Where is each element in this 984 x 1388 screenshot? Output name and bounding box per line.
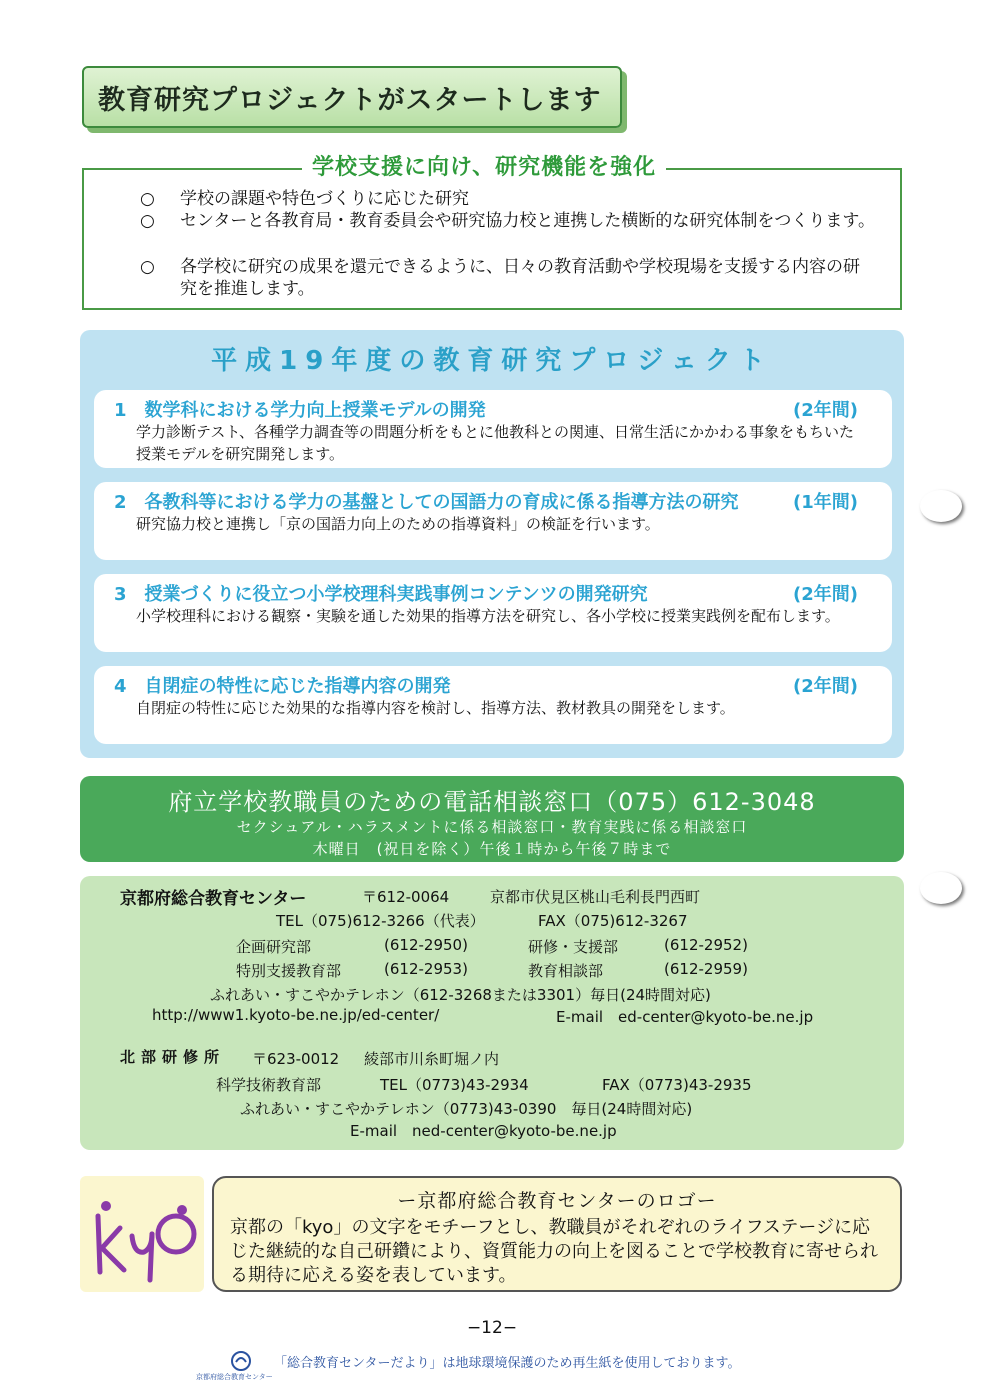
binder-hole bbox=[920, 872, 962, 904]
north-fax: FAX（0773)43-2935 bbox=[602, 1076, 752, 1094]
north-postal: 〒623-0012 bbox=[252, 1050, 340, 1068]
circle-mark: ○ bbox=[140, 211, 155, 231]
contact-panel bbox=[80, 876, 904, 1150]
dept-number: (612-2950) bbox=[384, 936, 468, 954]
fureai-telephone: ふれあい・すこやかテレホン（612-3268または3301）毎日(24時間対応) bbox=[210, 986, 711, 1004]
center-url[interactable]: http://www1.kyoto-be.ne.jp/ed-center/ bbox=[152, 1006, 440, 1024]
page-title-banner bbox=[82, 66, 622, 128]
logo-title: ー京都府総合教育センターのロゴー bbox=[397, 1190, 717, 1212]
project-card bbox=[94, 574, 892, 652]
north-dept: 科学技術教育部 bbox=[216, 1076, 322, 1094]
binder-hole bbox=[920, 490, 962, 522]
project-description: 小学校理科における観察・実験を通した効果的指導方法を研究し、各小学校に授業実践例を配布します。 bbox=[136, 607, 840, 625]
circle-mark: ○ bbox=[140, 189, 155, 209]
logo-description-box bbox=[212, 1176, 902, 1292]
center-postal: 〒612-0064 bbox=[362, 888, 450, 906]
north-fureai: ふれあい・すこやかテレホン（0773)43-0390 毎日(24時間対応) bbox=[240, 1100, 693, 1118]
project-card bbox=[94, 482, 892, 560]
logo-description: 京都の「kyo」の文字をモチーフとし、教職員がそれぞれのライフステージに応じた継続的な自己研鑽により、資質能力の向上を図ることで学校教育に寄せられる期待に応える姿を表しています。 bbox=[230, 1217, 878, 1286]
project-description: 自閉症の特性に応じた効果的な指導内容を検討し、指導方法、教材教具の開発をします。 bbox=[136, 699, 735, 717]
projects-heading: 平成19年度の教育研究プロジェクト bbox=[211, 346, 773, 376]
project-title: 2 各教科等における学力の基盤としての国語力の育成に係る指導方法の研究 bbox=[114, 492, 739, 513]
center-address: 京都市伏見区桃山毛利長門西町 bbox=[490, 888, 701, 906]
project-title: 4 自閉症の特性に応じた指導内容の開発 bbox=[114, 676, 451, 697]
footer-note: 「総合教育センターだより」は地球環境保護のため再生紙を使用しております。 bbox=[274, 1356, 741, 1371]
dept-name: 教育相談部 bbox=[528, 962, 604, 980]
support-item bbox=[140, 256, 876, 300]
support-heading: 学校支援に向け、研究機能を強化 bbox=[302, 150, 666, 181]
footer-org: 京都府総合教育センター bbox=[196, 1373, 273, 1381]
phone-consultation-panel bbox=[80, 776, 904, 862]
project-duration: (2年間) bbox=[793, 400, 858, 421]
center-fax: FAX（075)612-3267 bbox=[538, 912, 688, 930]
page-title: 教育研究プロジェクトがスタートします bbox=[98, 84, 602, 116]
dept-number: (612-2952) bbox=[664, 936, 748, 954]
page-number: −12− bbox=[466, 1318, 518, 1338]
circle-mark: ○ bbox=[140, 257, 155, 277]
kyo-logo bbox=[80, 1176, 204, 1292]
project-title: 1 数学科における学力向上授業モデルの開発 bbox=[114, 400, 486, 421]
support-item-text: センターと各教育局・教育委員会や研究協力校と連携した横断的な研究体制をつくります。 bbox=[180, 211, 875, 231]
dept-number: (612-2959) bbox=[664, 960, 748, 978]
dept-name: 企画研究部 bbox=[236, 938, 312, 956]
center-tel: TEL（075)612-3266（代表） bbox=[276, 912, 485, 930]
project-duration: (2年間) bbox=[793, 676, 858, 697]
dept-number: (612-2953) bbox=[384, 960, 468, 978]
support-item bbox=[140, 210, 876, 232]
support-box bbox=[82, 168, 902, 310]
north-tel: TEL（0773)43-2934 bbox=[380, 1076, 529, 1094]
support-item-text: 学校の課題や特色づくりに応じた研究 bbox=[180, 189, 469, 209]
project-card bbox=[94, 390, 892, 468]
dept-name: 特別支援教育部 bbox=[236, 962, 342, 980]
phone-title: 府立学校教職員のための電話相談窓口（075）612-3048 bbox=[168, 788, 816, 816]
support-item-text: 各学校に研究の成果を還元できるように、日々の教育活動や学校現場を支援する内容の研究を推進します。 bbox=[180, 257, 860, 299]
project-title: 3 授業づくりに役立つ小学校理科実践事例コンテンツの開発研究 bbox=[114, 584, 648, 605]
project-duration: (2年間) bbox=[793, 584, 858, 605]
phone-hours: 木曜日 (祝日を除く）午後１時から午後７時まで bbox=[312, 840, 672, 858]
north-email[interactable]: E-mail ned-center@kyoto-be.ne.jp bbox=[350, 1122, 617, 1140]
project-description: 学力診断テスト、各種学力調査等の問題分析をもとに他教科との関連、日常生活にかかわる事象をもちいた授業モデルを研究開発します。 bbox=[136, 423, 855, 463]
project-card bbox=[94, 666, 892, 744]
north-office-name: 北部研修所 bbox=[120, 1048, 226, 1066]
project-description: 研究協力校と連携し「京の国語力向上のための指導資料」の検証を行います。 bbox=[136, 515, 660, 533]
center-email[interactable]: E-mail ed-center@kyoto-be.ne.jp bbox=[556, 1008, 814, 1026]
dept-name: 研修・支援部 bbox=[528, 938, 619, 956]
north-address: 綾部市川糸町堀ノ内 bbox=[364, 1050, 500, 1068]
center-name: 京都府総合教育センター bbox=[120, 889, 307, 909]
project-duration: (1年間) bbox=[793, 492, 858, 513]
support-item bbox=[140, 188, 876, 210]
logo-frame bbox=[80, 1176, 204, 1292]
phone-subtitle: セクシュアル・ハラスメントに係る相談窓口・教育実践に係る相談窓口 bbox=[236, 818, 748, 836]
